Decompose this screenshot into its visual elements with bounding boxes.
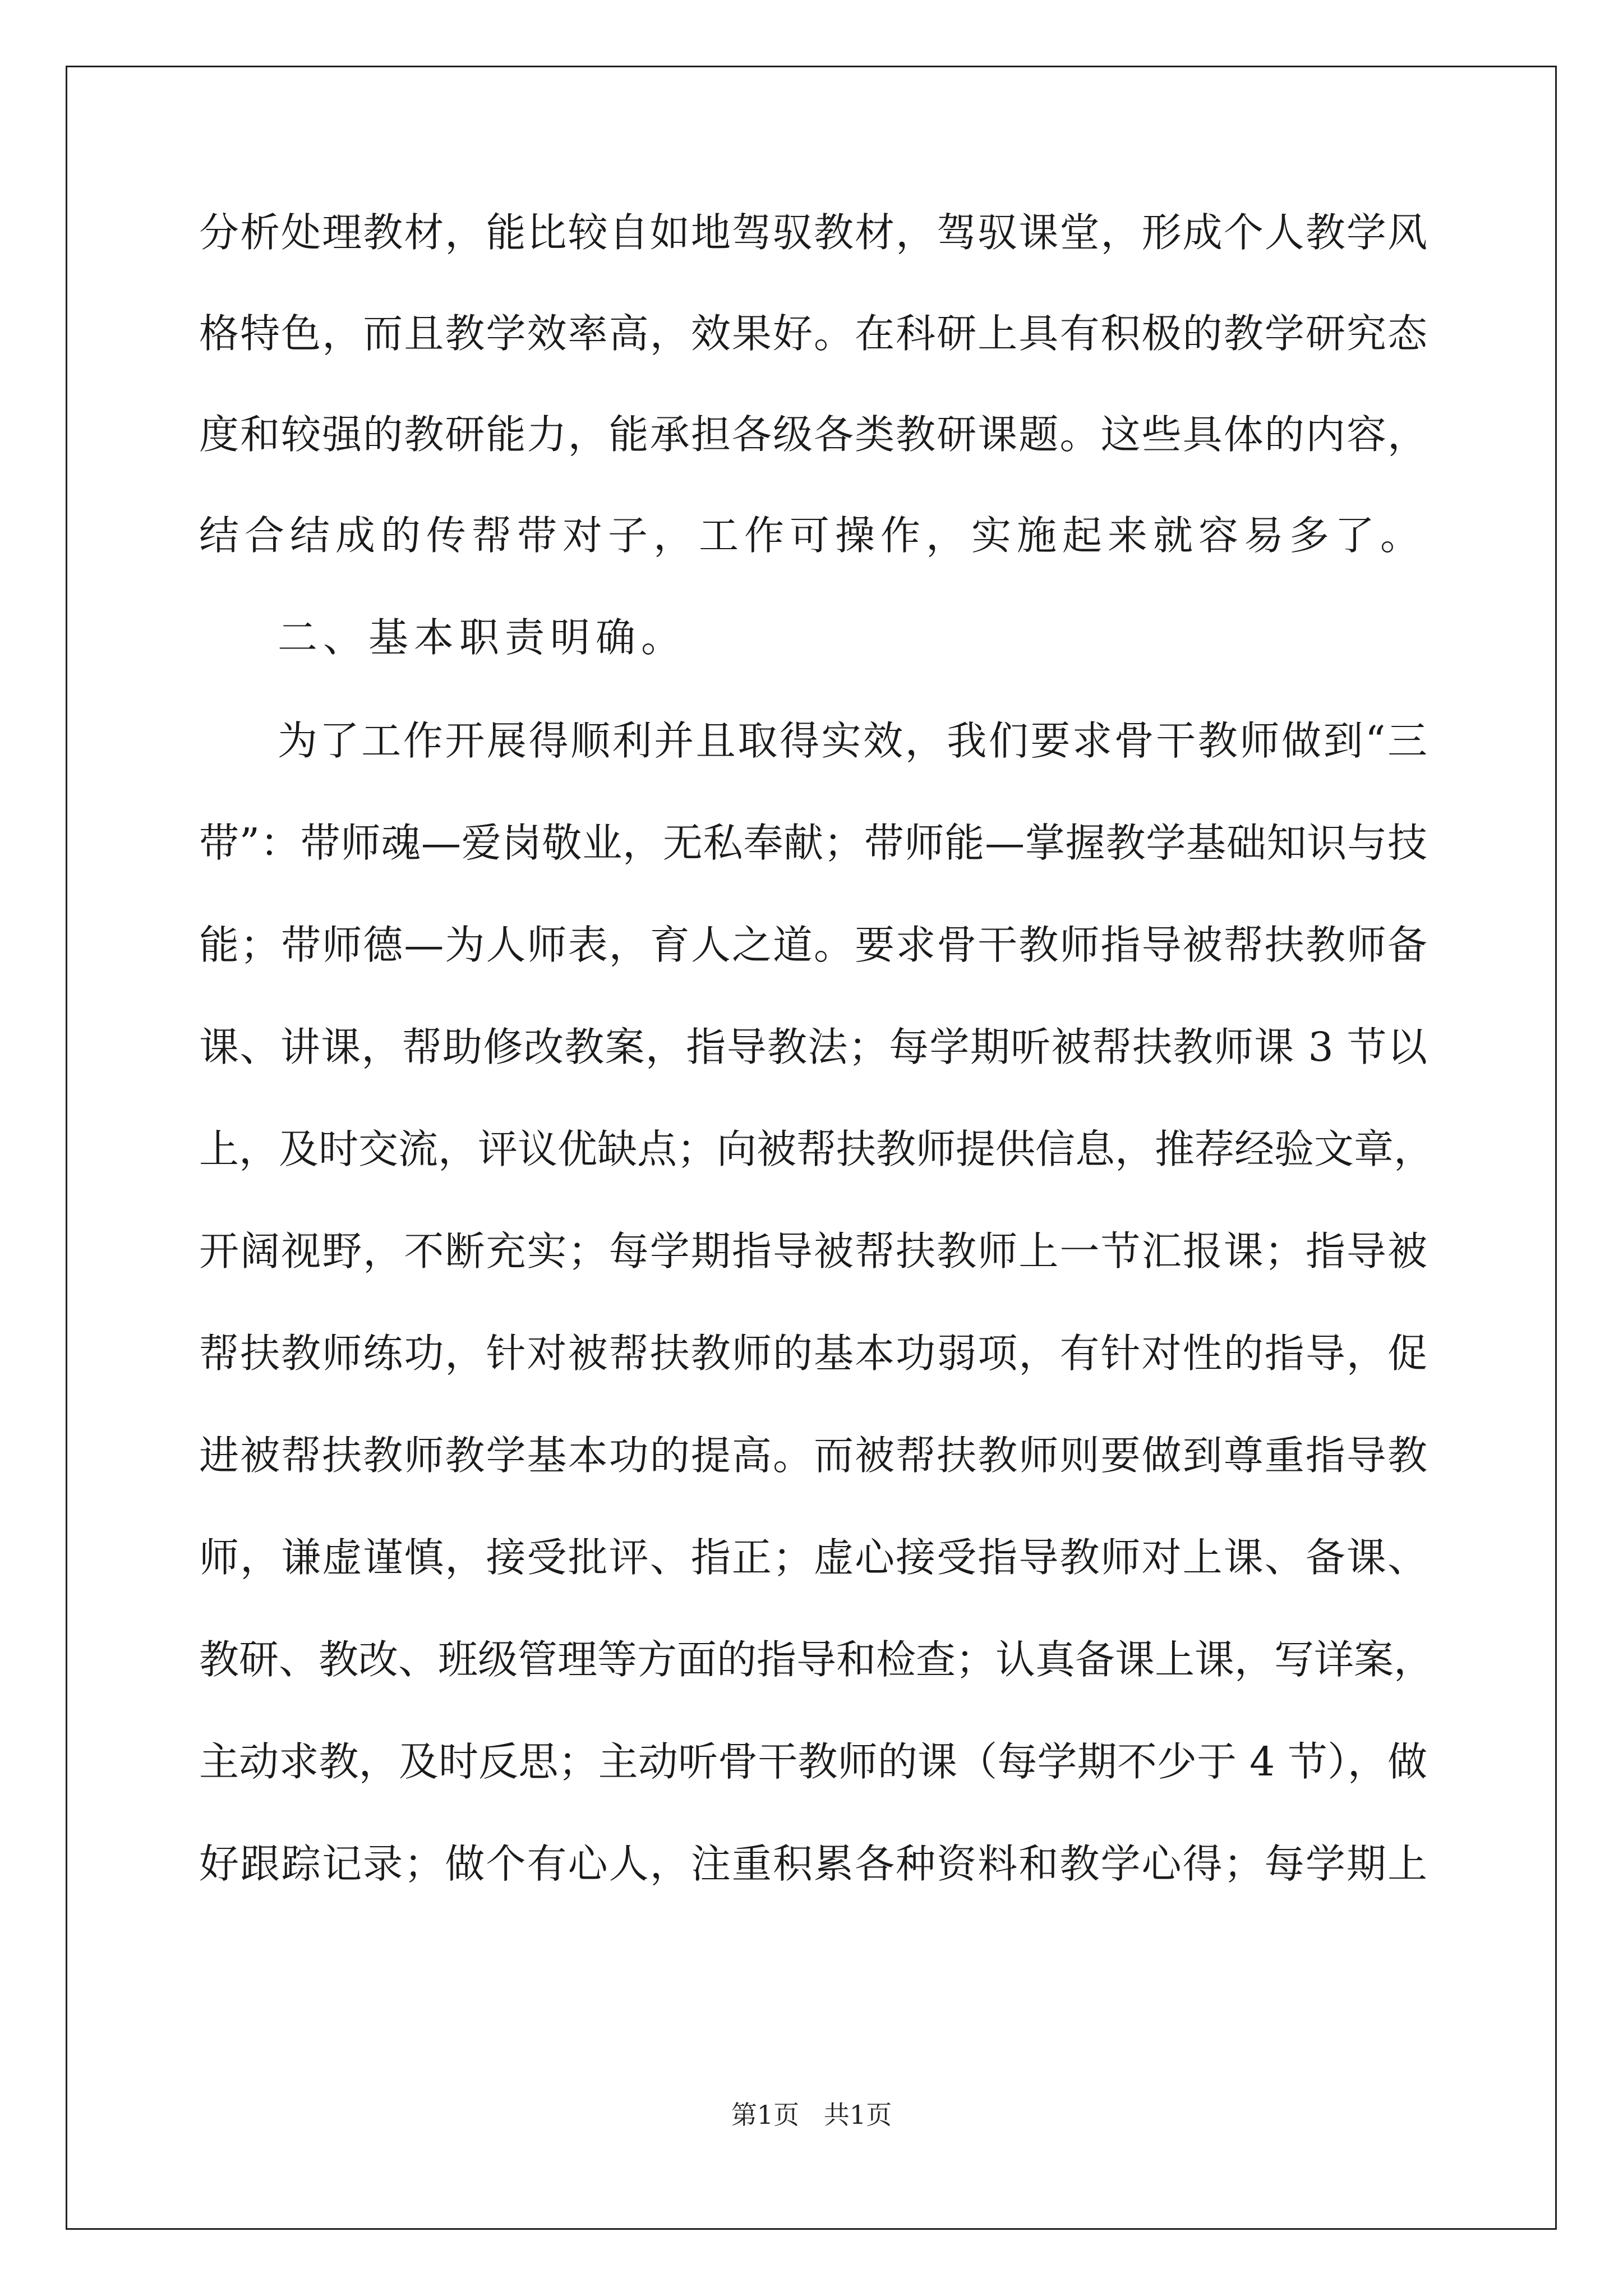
text-line-16: 主动求教，及时反思；主动听骨干教师的课（每学期不少于 4 节），做: [199, 1738, 1427, 1785]
text-line-4: 结合结成的传帮带对子，工作可操作，实施起来就容易多了。: [199, 512, 1426, 559]
text-line-13: 进被帮扶教师教学基本功的提高。而被帮扶教师则要做到尊重指导教: [199, 1432, 1427, 1479]
page-footer: 第1页 共1页: [731, 2100, 892, 2130]
text-line-3: 度和较强的教研能力，能承担各级各类教研课题。这些具体的内容，: [199, 411, 1427, 458]
text-line-7: 带”：带师魂—爱岗敬业，无私奉献；带师能—掌握教学基础知识与技: [199, 820, 1427, 866]
section-heading: 二、基本职责明确。: [278, 614, 687, 661]
text-line-17: 好跟踪记录；做个有心人，注重积累各种资料和教学心得；每学期上: [199, 1841, 1427, 1887]
text-line-9: 课、讲课，帮助修改教案，指导教法；每学期听被帮扶教师课 3 节以: [199, 1024, 1427, 1070]
text-line-11: 开阔视野，不断充实；每学期指导被帮扶教师上一节汇报课；指导被: [199, 1228, 1427, 1274]
text-line-8: 能；带师德—为人师表，育人之道。要求骨干教师指导被帮扶教师备: [199, 922, 1427, 968]
text-line-10: 上，及时交流，评议优缺点；向被帮扶教师提供信息，推荐经验文章，: [199, 1126, 1434, 1172]
text-line-12: 帮扶教师练功，针对被帮扶教师的基本功弱项，有针对性的指导，促: [199, 1330, 1427, 1377]
text-line-15: 教研、教改、班级管理等方面的指导和检查；认真备课上课，写详案，: [199, 1636, 1434, 1683]
text-line-2: 格特色，而且教学效率高，效果好。在科研上具有积极的教学研究态: [199, 310, 1427, 357]
text-line-1: 分析处理教材，能比较自如地驾驭教材，驾驭课堂，形成个人教学风: [199, 209, 1427, 256]
text-line-6: 为了工作开展得顺利并且取得实效，我们要求骨干教师做到“三: [278, 717, 1427, 764]
text-line-14: 师，谦虚谨慎，接受批评、指正；虚心接受指导教师对上课、备课、: [199, 1534, 1427, 1581]
